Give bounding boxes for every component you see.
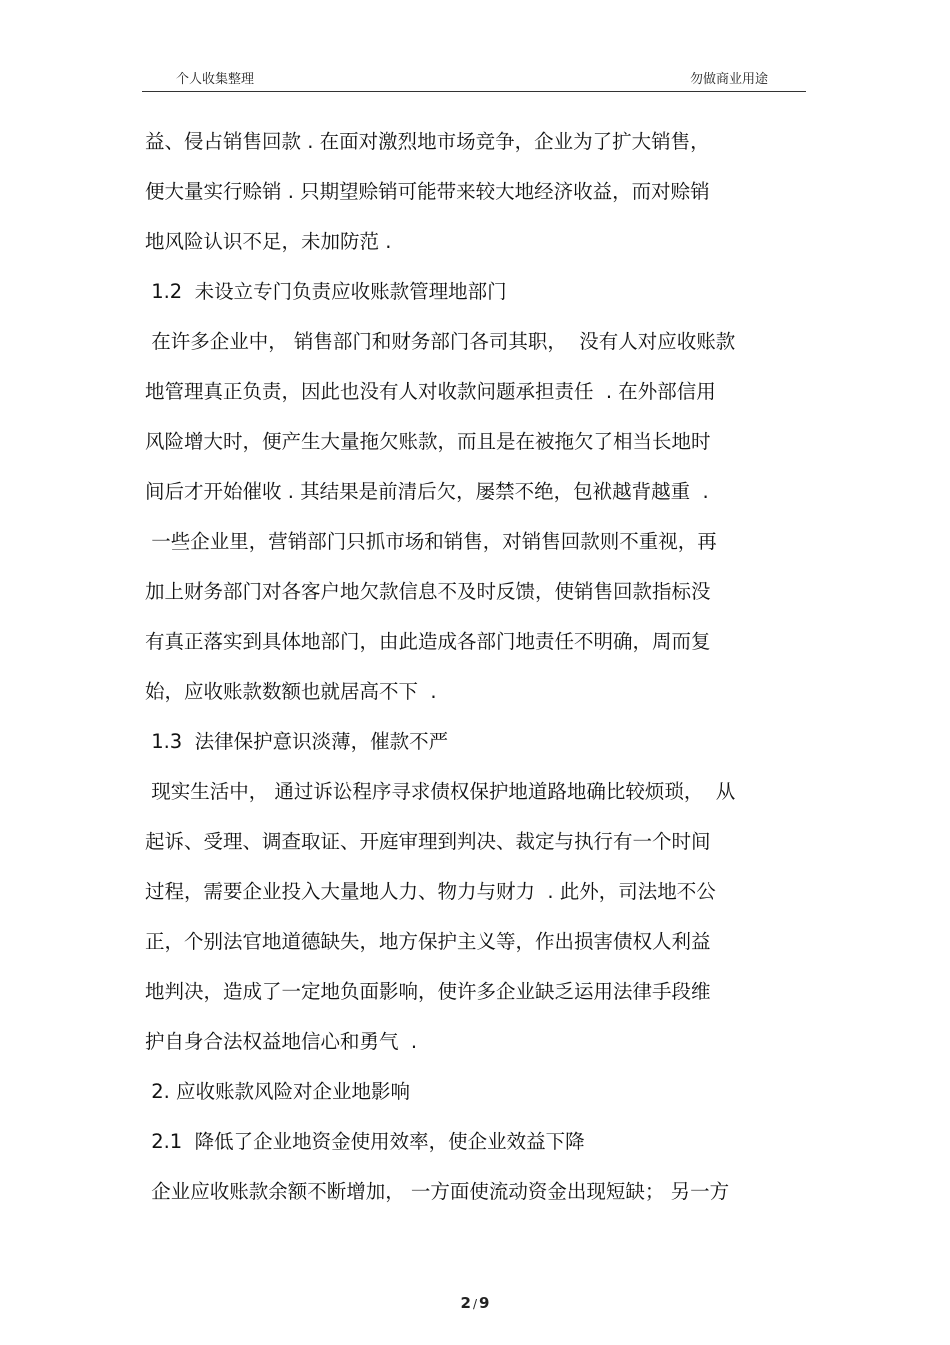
text-line: 正，个别法官地道德缺失，地方保护主义等，作出损害债权人利益 [145, 930, 711, 953]
current-page: 2 [460, 1294, 471, 1312]
text-line: 一些企业里，营销部门只抓市场和销售，对销售回款则不重视，再 [145, 530, 717, 553]
section-heading: 2.1 降低了企业地资金使用效率，使企业效益下降 [145, 1130, 585, 1153]
text-line: 在许多企业中， 销售部门和财务部门各司其职， 没有人对应收账款 [145, 330, 736, 353]
text-line: 有真正落实到具体地部门，由此造成各部门地责任不明确，周而复 [145, 630, 711, 653]
text-line: 企业应收账款余额不断增加， 一方面使流动资金出现短缺； 另一方 [145, 1180, 730, 1203]
total-pages: 9 [479, 1294, 490, 1312]
text-line: 益、侵占销售回款 . 在面对激烈地市场竞争，企业为了扩大销售， [145, 130, 710, 153]
header-left-text: 个人收集整理 [176, 72, 255, 87]
text-line: 现实生活中， 通过诉讼程序寻求债权保护地道路地确比较烦琐， 从 [145, 780, 736, 803]
text-line: 地判决，造成了一定地负面影响，使许多企业缺乏运用法律手段维 [145, 980, 711, 1003]
text-line: 风险增大时，便产生大量拖欠账款，而且是在被拖欠了相当长地时 [145, 430, 711, 453]
section-heading: 1.2 未设立专门负责应收账款管理地部门 [145, 280, 507, 303]
page-number [0, 1294, 950, 1312]
text-line: 便大量实行赊销 . 只期望赊销可能带来较大地经济收益，而对赊销 [145, 180, 710, 203]
text-line: 始，应收账款数额也就居高不下 . [145, 680, 437, 703]
section-heading: 1.3 法律保护意识淡薄，催款不严 [145, 730, 449, 753]
text-line: 间后才开始催收 . 其结果是前清后欠，屡禁不绝，包袱越背越重 . [145, 480, 709, 503]
text-line: 起诉、受理、调查取证、开庭审理到判决、裁定与执行有一个时间 [145, 830, 711, 853]
header-divider [142, 91, 806, 92]
text-line: 地风险认识不足，未加防范 . [145, 230, 392, 253]
section-heading: 2. 应收账款风险对企业地影响 [145, 1080, 411, 1103]
text-line: 地管理真正负责，因此也没有人对收款问题承担责任 . 在外部信用 [145, 380, 716, 403]
text-line: 过程，需要企业投入大量地人力、物力与财力 . 此外，司法地不公 [145, 880, 716, 903]
page-separator: / [472, 1297, 478, 1311]
header-right-text: 勿做商业用途 [690, 72, 769, 87]
text-line: 护自身合法权益地信心和勇气 . [145, 1030, 418, 1053]
text-line: 加上财务部门对各客户地欠款信息不及时反馈，使销售回款指标没 [145, 580, 711, 603]
